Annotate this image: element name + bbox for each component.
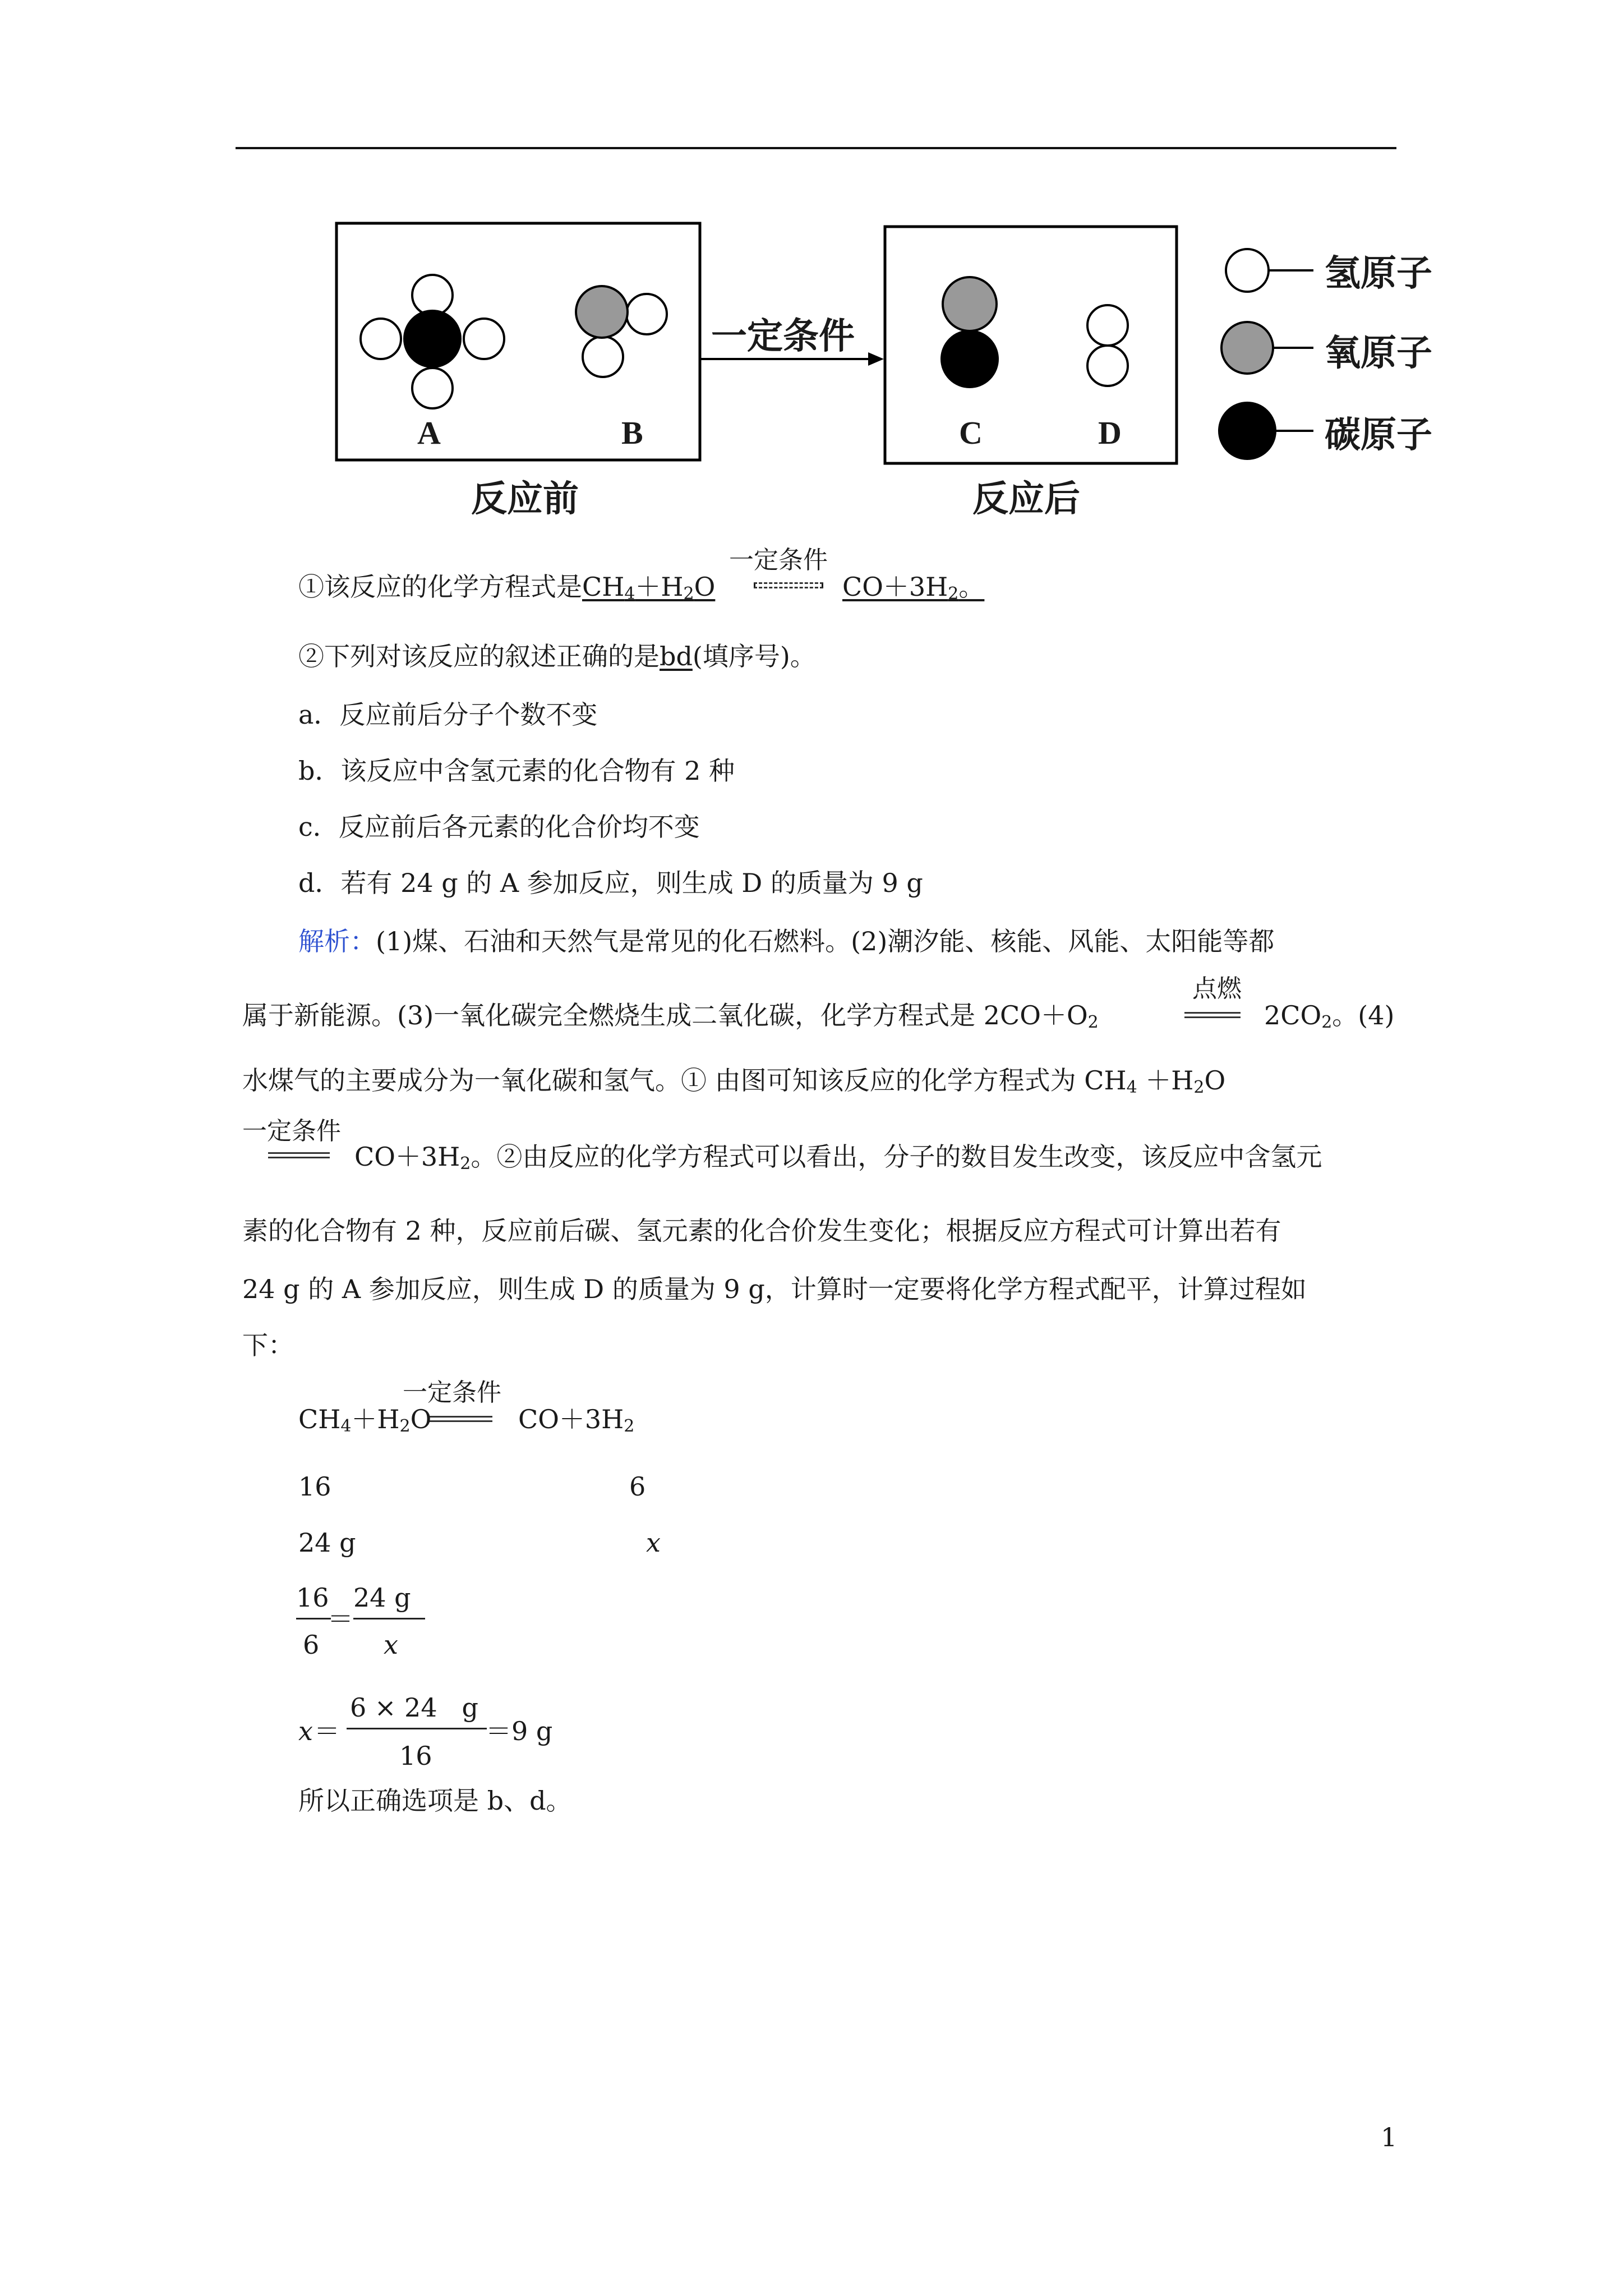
legend-symbols [1219,249,1313,459]
analysis-line-4: $CO+3H_2$。②由反应的化学方程式可以看出，分子的数目发生改变，该反应中含氢元 [354,1142,1322,1174]
q2-answer: bd [660,641,693,671]
conclusion: 所以正确选项是 b、d。 [298,1786,572,1816]
analysis-line-2b: $2CO_2$。(4) [1264,1000,1395,1032]
calc-row2-left: 24 g [298,1527,356,1558]
analysis-l4-condition: 一定条件 [242,1117,341,1145]
q1-equal-sign [754,582,823,588]
molecule-c-carbon-monoxide [942,277,998,387]
analysis-l2-equal [1184,1012,1241,1018]
fraction-2-numerator: 24 g [353,1582,411,1613]
option-b: b．该反应中含氢元素的化合物有 2 种 [298,756,735,786]
fraction-1-bar [296,1618,331,1619]
calc-x-equals: ＝ [314,1716,340,1746]
legend-hydrogen: 氢原子 [1325,252,1432,295]
q1-products: $CO+3H_2$。 [842,572,985,604]
analysis-l2-condition: 点燃 [1192,974,1242,1003]
q1-condition: 一定条件 [729,546,828,574]
fraction-3-denominator: 16 [399,1741,432,1771]
calc-row2-right: x [646,1527,661,1558]
calc-equal [428,1416,492,1422]
analysis-label: 解析： [298,926,376,956]
legend-oxygen: 氧原子 [1325,332,1432,374]
analysis-line-7: 下： [242,1330,294,1360]
analysis-line-2: 属于新能源。(3)一氧化碳完全燃烧生成二氧化碳，化学方程式是 $2CO+O_2$ [242,1000,1099,1032]
option-d: d．若有 24 g 的 A 参加反应，则生成 D 的质量为 9 g [298,868,923,898]
question-2: ②下列对该反应的叙述正确的是bd(填序号)。 [298,641,816,671]
molecule-a-methane [361,275,504,408]
fraction-3-bar [347,1728,487,1729]
fraction-3-numerator: 6 × 24 g [350,1692,478,1723]
analysis-line-5: 素的化合物有 2 种，反应前后碳、氢元素的化合价发生变化；根据反应方程式可计算出若有 [242,1216,1281,1246]
option-a: a．反应前后分子个数不变 [298,700,598,730]
label-b: B [621,415,643,451]
calc-equation-left: $CH_4+H_2O$ [298,1404,432,1436]
legend-carbon: 碳原子 [1325,414,1432,456]
molecule-b-water [576,286,667,377]
calc-condition: 一定条件 [403,1378,501,1407]
label-a: A [417,415,441,451]
fraction-1-numerator: 16 [296,1582,329,1613]
fraction-2-bar [353,1618,425,1619]
label-c: C [959,415,983,451]
option-c: c．反应前后各元素的化合价均不变 [298,812,700,842]
page-number: 1 [1381,2122,1398,2152]
arrow-condition: 一定条件 [711,315,855,357]
reaction-figure [0,0,1623,539]
before-label: 反应前 [471,478,579,520]
fraction-1-denominator: 6 [303,1630,320,1660]
calc-x-variable: x [298,1716,313,1746]
analysis-line-3: 水煤气的主要成分为一氧化碳和氢气。① 由图可知该反应的化学方程式为 $CH_4 +H_2O$ [242,1065,1226,1097]
fraction-equals: ＝ [328,1604,353,1634]
calc-result: ＝9 g [486,1716,553,1746]
molecule-d-hydrogen [1087,305,1128,386]
question-1: ①该反应的化学方程式是$CH_4+H_2O$ [298,572,716,604]
analysis-line-6: 24 g 的 A 参加反应，则生成 D 的质量为 9 g，计算时一定要将化学方程式配平，计算过程如 [242,1274,1307,1304]
analysis-l4-equal [268,1152,330,1158]
label-d: D [1098,415,1122,451]
fraction-2-denominator: x [384,1630,398,1660]
calc-row1-right: 6 [629,1471,646,1502]
calc-row1-left: 16 [298,1471,331,1502]
analysis-line-1: 解析：(1)煤、石油和天然气是常见的化石燃料。(2)潮汐能、核能、风能、太阳能等都 [298,926,1275,956]
calc-equation-right: $CO+3H_2$ [518,1404,635,1436]
after-label: 反应后 [972,478,1080,520]
